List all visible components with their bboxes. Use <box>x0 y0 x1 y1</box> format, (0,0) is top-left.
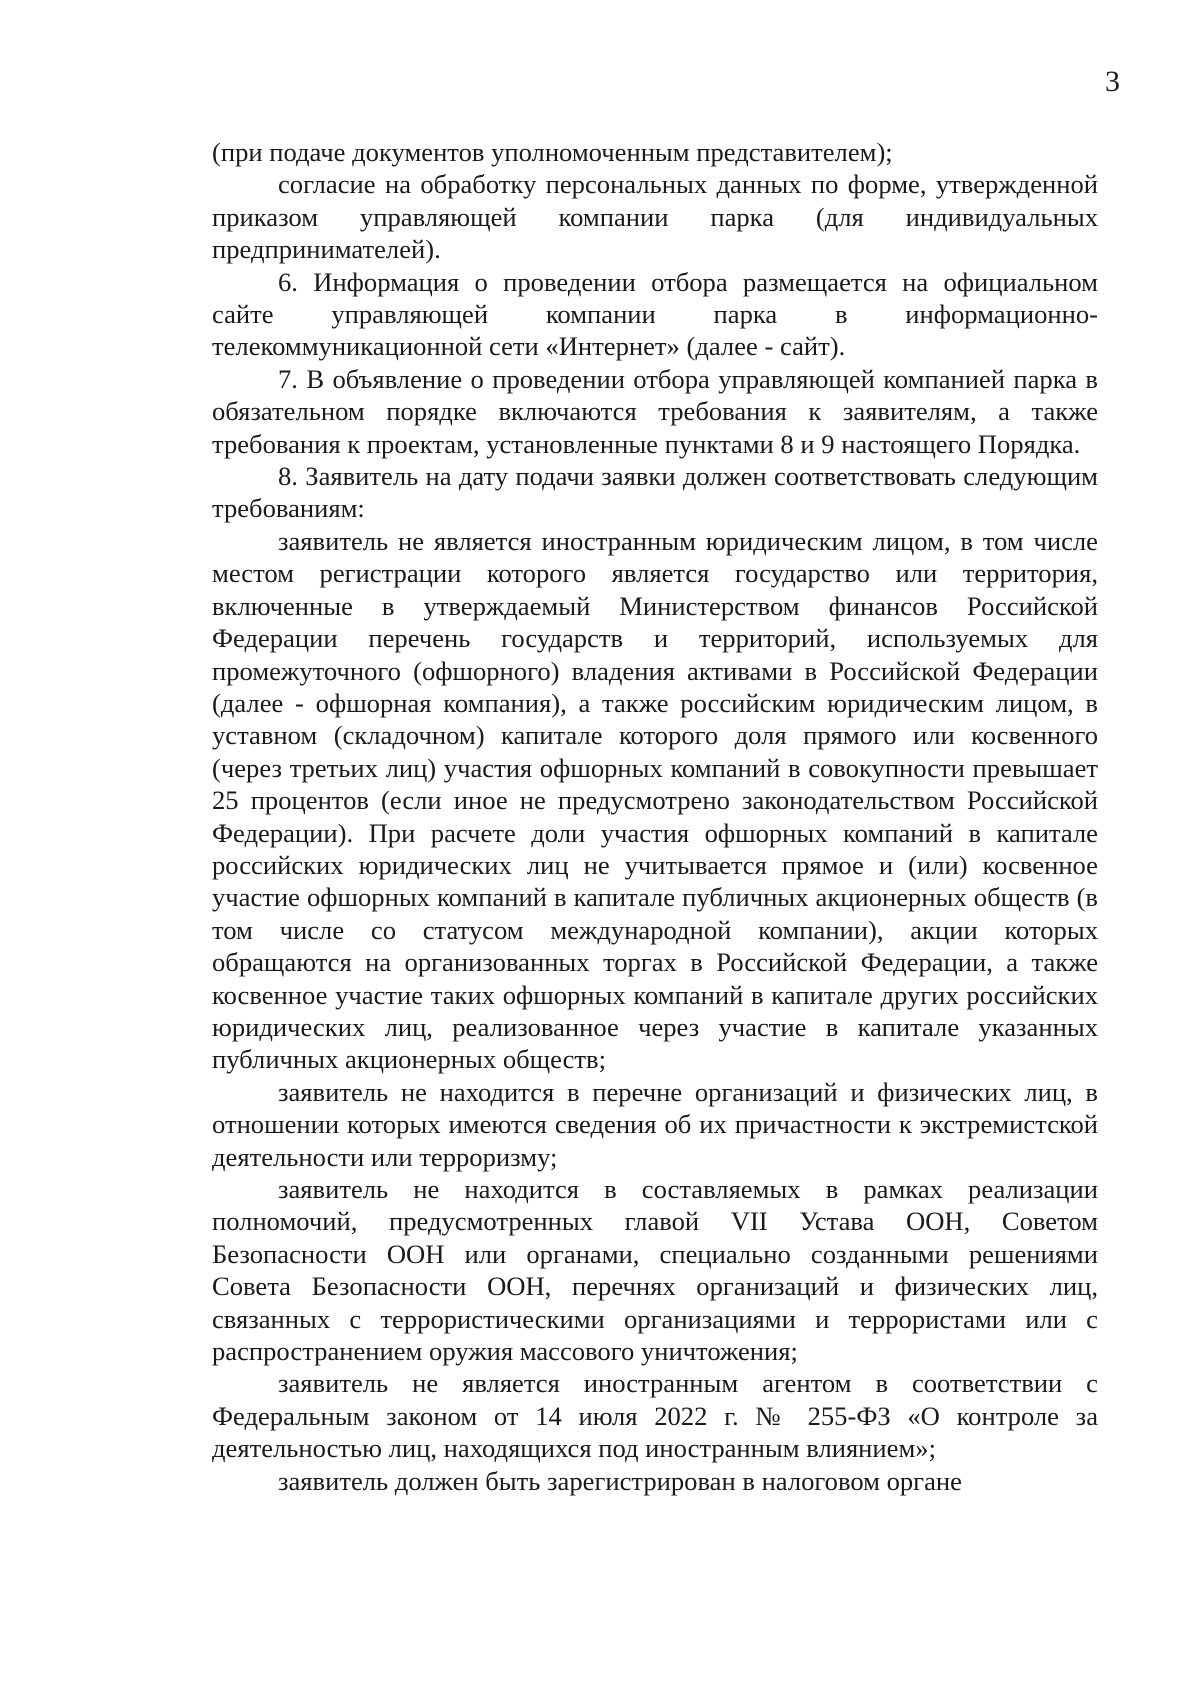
paragraph-item-8: 8. Заявитель на дату подачи заявки должен соответствовать следующим требованиям: <box>212 461 1098 524</box>
paragraph-consent: согласие на обработку персональных данных по форме, утвержденной приказом управляющей компании парка (для индивидуальных предпринимателей). <box>212 169 1098 265</box>
page-number: 3 <box>1105 65 1120 98</box>
paragraph-item-7: 7. В объявление о проведении отбора управляющей компанией парка в обязательном порядке включаются требования к заявителям, а также требования к проектам, установленные пунктами 8 и 9 настоящего Порядка. <box>212 363 1098 459</box>
paragraph-foreign-agent-requirement: заявитель не является иностранным агентом в соответствии с Федеральным законом от 14 июля 2022 г. № 255-ФЗ «О контроле за деятельностью лиц, находящихся под иностранным влиянием»; <box>212 1368 1098 1464</box>
paragraph-extremism-requirement: заявитель не находится в перечне организаций и физических лиц, в отношении которых имеются сведения об их причастности к экстремистской деятельности или терроризму; <box>212 1076 1098 1172</box>
document-body <box>212 136 1098 1497</box>
paragraph-offshore-requirement: заявитель не является иностранным юридическим лицом, в том числе местом регистрации которого является государство или территория, включенные в утверждаемый Министерством финансов Российской Федерации перечень государств и территорий, используемых для промежуточного (офшорного) владения активами в Российской Федерации (далее - офшорная компания), а также российским юридическим лицом, в уставном (складочном) капитале которого доля прямого или косвенного (через третьих лиц) участия офшорных компаний в совокупности превышает 25 процентов (если иное не предусмотрено законодательством Российской Федерации). При расчете доли участия офшорных компаний в капитале российских юридических лиц не учитывается прямое и (или) косвенное участие офшорных компаний в капитале публичных акционерных обществ (в том числе со статусом международной компании), акции которых обращаются на организованных торгах в Российской Федерации, а также косвенное участие таких офшорных компаний в капитале других российских юридических лиц, реализованное через участие в капитале указанных публичных акционерных обществ; <box>212 525 1098 1075</box>
paragraph-un-sanctions-requirement: заявитель не находится в составляемых в рамках реализации полномочий, предусмотренных главой VII Устава ООН, Советом Безопасности ООН или органами, специально созданными решениями Совета Безопасности ООН, перечнях организаций и физических лиц, связанных с террористическими организациями и террористами или с распространением оружия массового уничтожения; <box>212 1174 1098 1367</box>
paragraph-tax-registration: заявитель должен быть зарегистрирован в налоговом органе <box>278 1465 962 1496</box>
paragraph-item-6: 6. Информация о проведении отбора размещается на официальном сайте управляющей компании парка в информационно-телекоммуникационной сети «Интернет» (далее - сайт). <box>212 266 1098 362</box>
paragraph-representative-note: (при подаче документов уполномоченным представителем); <box>212 137 893 167</box>
